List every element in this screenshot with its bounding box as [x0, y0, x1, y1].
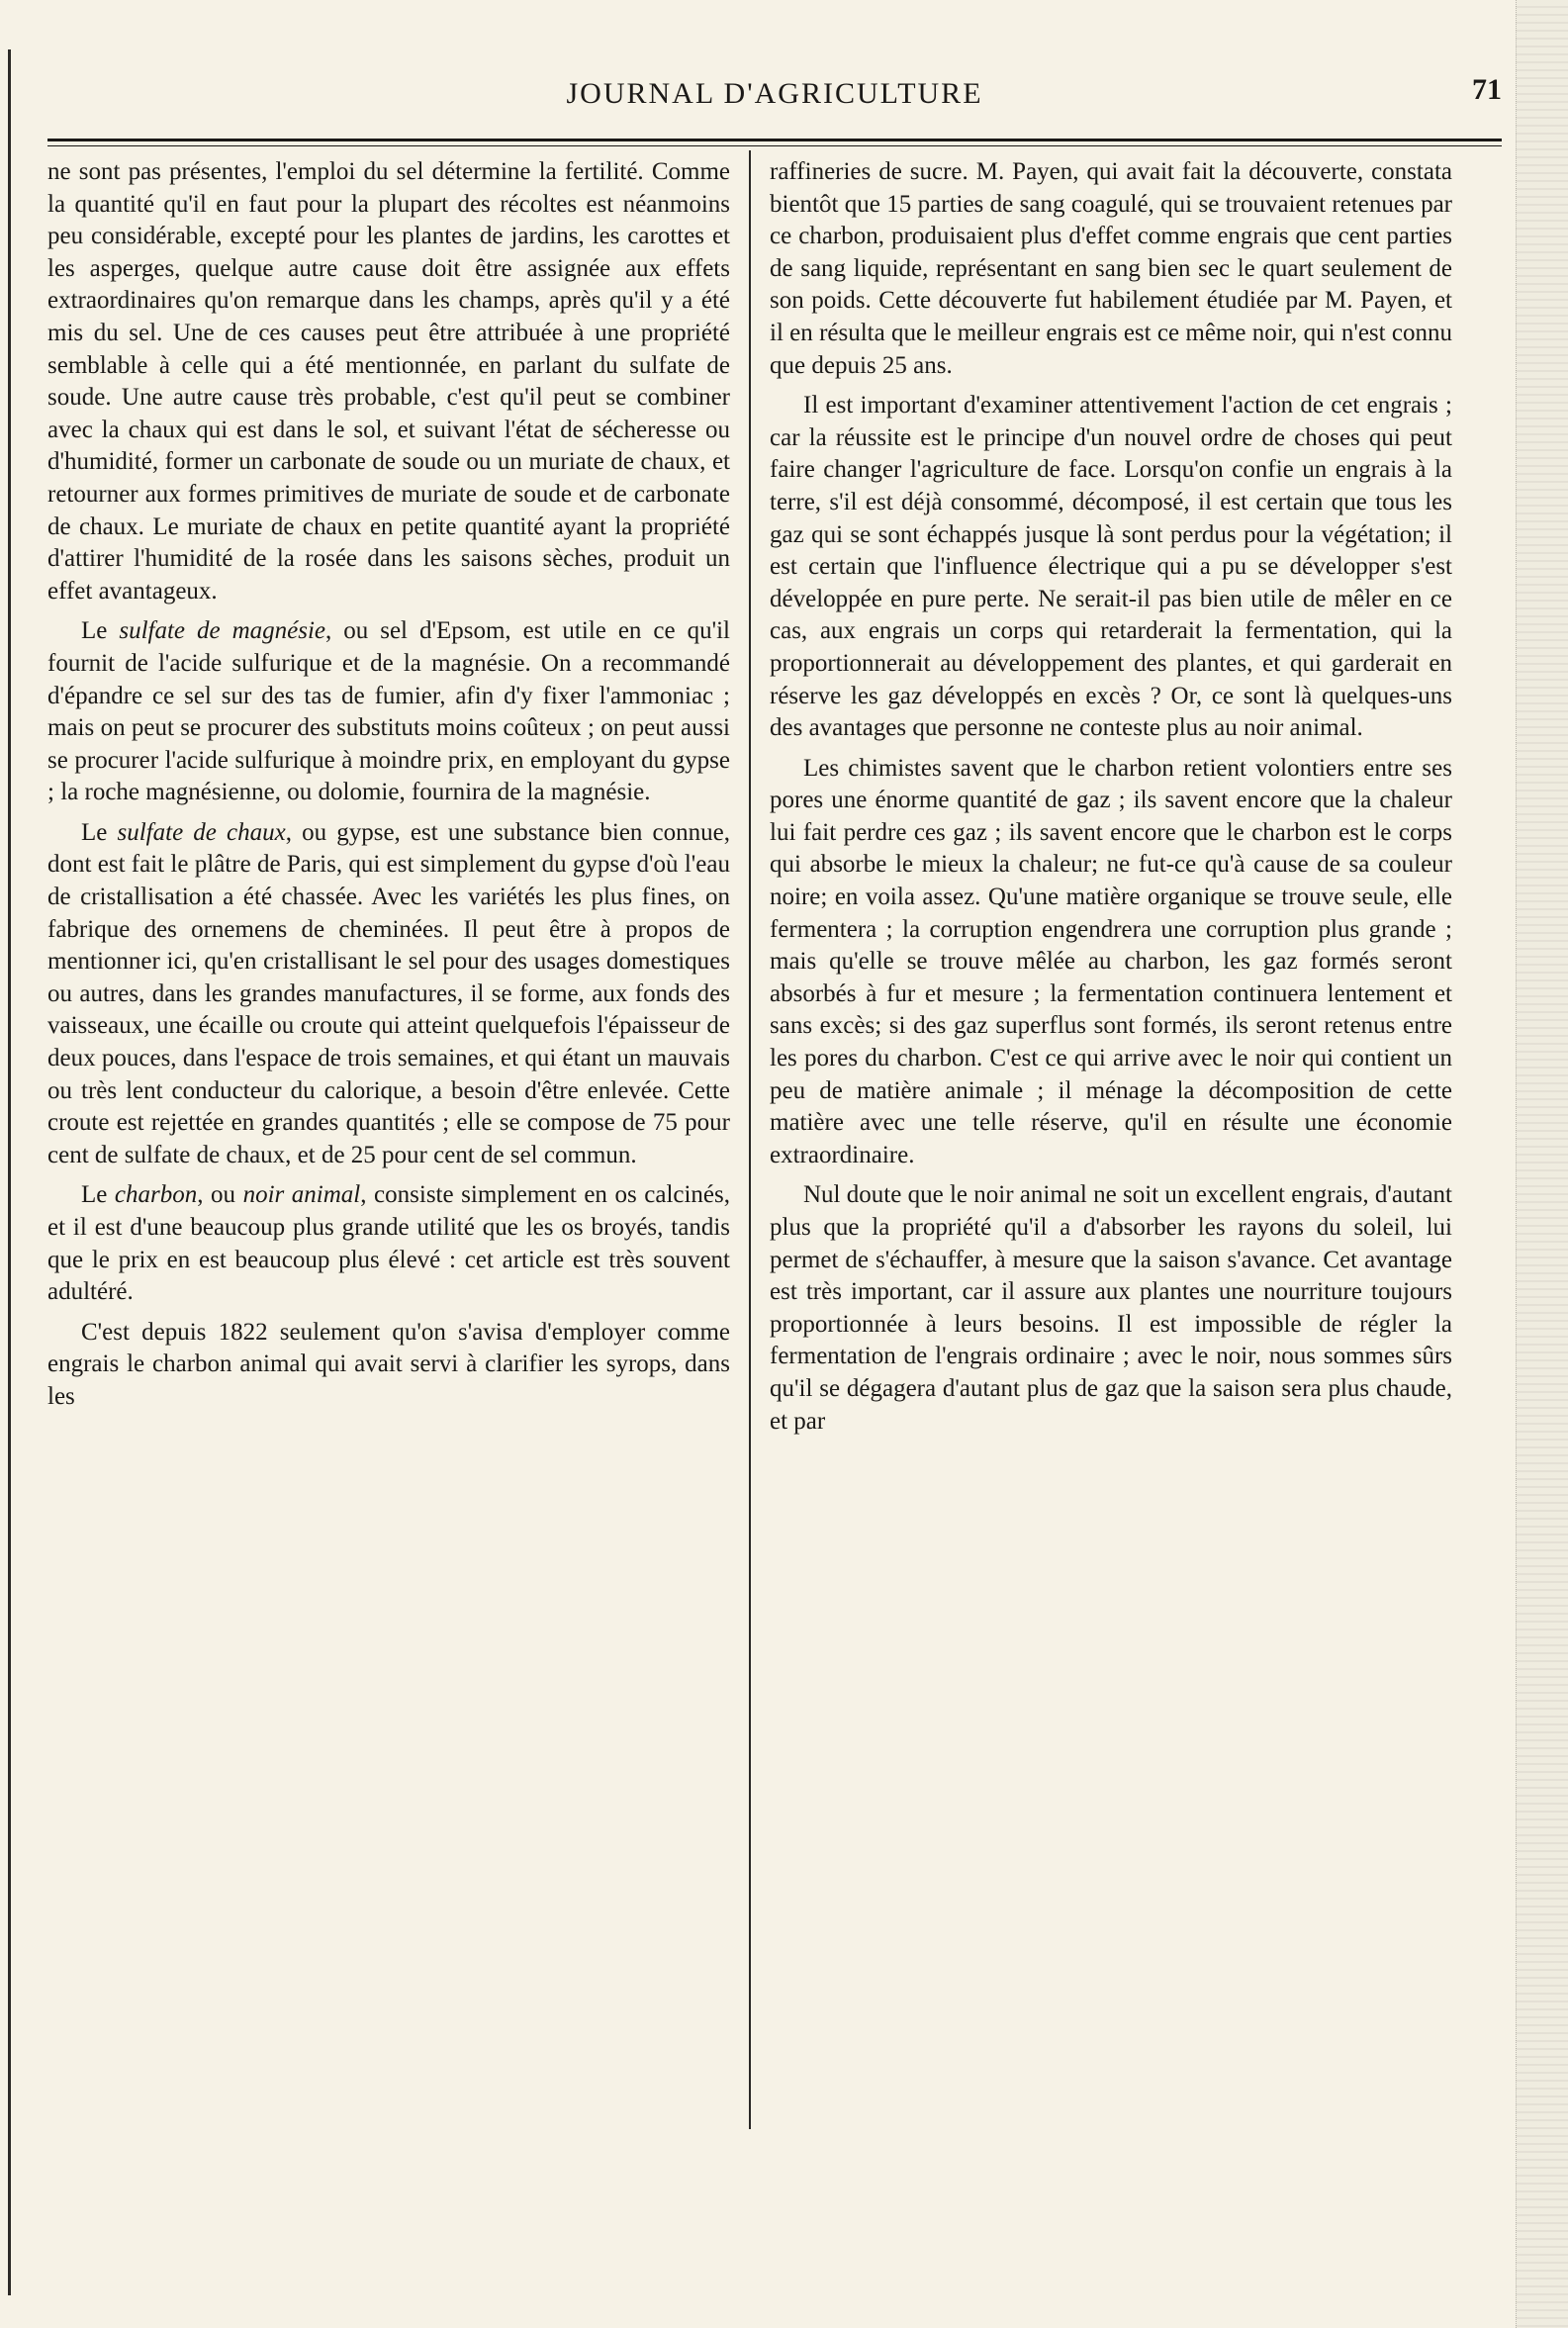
term-sulfate-chaux: sulfate de chaux	[117, 818, 286, 846]
term-charbon: charbon	[114, 1181, 198, 1209]
column-divider	[749, 150, 751, 2129]
header-rule-thin	[47, 145, 1502, 146]
binding-edge	[8, 49, 11, 2295]
journal-title: JOURNAL D'AGRICULTURE	[566, 77, 983, 110]
page-number: 71	[1472, 73, 1502, 106]
right-column	[770, 156, 1452, 2283]
paragraph-action-engrais: Il est important d'examiner attentivement l'action de cet engrais ; car la réussite est le principe d'un nouvel ordre de choses qui peut faire changer l'agriculture de face. Lorsqu'on confie un engrais à la terre, s'il est déjà consommé, décomposé, il est certain que tous les gaz qui se sont échappés jusque là sont perdus pour la végétation; il est certain que l'influence électrique qui a pu se développer s'est développée en pure perte. Ne serait-il pas bien utile de mêler en ce cas, aux engrais un corps qui retarderait la fermentation, qui la proportionnerait au développement des plantes, et qui garderait en réserve les gaz développés en excès ? Or, ce sont là quelques-uns des avantages que personne ne conteste plus au noir animal.	[770, 392, 1452, 742]
paragraph-body: , ou sel d'Epsom, est utile en ce qu'il fournit de l'acide sulfurique et de la magnésie. On a recommandé d'épandre ce sel sur des tas de fumier, afin d'y fixer l'ammoniac ; mais on peut se procurer des substituts moins coûteux ; on peut aussi se procurer l'acide sulfurique à moindre prix, en employant du gypse ; la roche magnésienne, ou dolomie, fournira de la magnésie.	[47, 617, 730, 806]
header-rule-thick	[47, 139, 1502, 141]
term-noir-animal: noir animal	[242, 1181, 361, 1209]
left-column	[47, 156, 730, 2283]
facing-page-bleed	[1516, 0, 1568, 2328]
paragraph-chimistes: Les chimistes savent que le charbon retient volontiers entre ses pores une énorme quantité de gaz ; ils savent encore que la chaleur lui fait perdre ces gaz ; ils savent encore que le charbon est le corps qui absorbe le mieux la chaleur; ne fut-ce qu'à cause de sa couleur noire; en voila assez. Qu'une matière organique se trouve seule, elle fermentera ; la corruption engendrera une corruption plus grande ; mais qu'elle se trouve mêlée au charbon, les gaz formés seront absorbés à fur et mesure ; la fermentation continuera lentement et sans excès; si des gaz superflus sont formés, ils seront retenus entre les pores du charbon. C'est ce qui arrive avec le noir qui contient un peu de matière animale ; il ménage la décomposition de cette matière avec une telle réserve, qu'il en résulte une économie extraordinaire.	[770, 754, 1452, 1168]
paragraph-lead: Le	[81, 1181, 115, 1209]
paragraph-lead: Le	[81, 617, 120, 645]
term-sulfate-magnesie: sulfate de magnésie	[119, 617, 326, 645]
paragraph-1822: C'est depuis 1822 seulement qu'on s'avisa d'employer comme engrais le charbon animal qui avait servi à clarifier les syrops, dans les	[47, 1318, 730, 1410]
page-header	[47, 69, 1502, 133]
paragraph-lead: Le	[81, 818, 118, 846]
paragraph-payen: raffineries de sucre. M. Payen, qui avait fait la découverte, constata bientôt que 15 parties de sang coagulé, qui se trouvaient retenues par ce charbon, produisaient plus d'effet comme engrais que cent parties de sang liquide, représentant en sang bien sec le quart seulement de son poids. Cette découverte fut habilement étudiée par M. Payen, et il en résulta que le meilleur engrais est ce même noir, qui n'est connu que depuis 25 ans.	[770, 158, 1452, 379]
paragraph-magnesia	[47, 615, 730, 809]
paragraph-body: , ou gypse, est une substance bien connue, dont est fait le plâtre de Paris, qui est simplement du gypse d'où l'eau de cristallisation a été chassée. Avec les variétés les plus fines, on fabrique des ornemens de cheminées. Il peut être à propos de mentionner ici, qu'en cristallisant le sel pour des usages domestiques ou autres, dans les grandes manufactures, il se forme, aux fonds des vaisseaux, une écaille ou croute qui atteint quelquefois l'épaisseur de deux pouces, dans l'espace de trois semaines, et qui étant un mauvais ou très lent conducteur du calorique, a besoin d'être enlevée. Cette croute est rejettée en grandes quantités ; elle se compose de 75 pour cent de sulfate de chaux, et de 25 pour cent de sel commun.	[47, 818, 730, 1168]
paragraph-salt: ne sont pas présentes, l'emploi du sel détermine la fertilité. Comme la quantité qu'il en faut pour la plupart des récoltes est néanmoins peu considérable, excepté pour les plantes de jardins, les carottes et les asperges, quelque autre cause doit être assignée aux effets extraordinaires qu'on remarque dans les champs, après qu'il y a été mis du sel. Une de ces causes peut être attribuée à une propriété semblable à celle qui a été mentionnée, en parlant du sulfate de soude. Une autre cause très probable, c'est qu'il peut se combiner avec la chaux qui est dans le sol, et suivant l'état de sécheresse ou d'humidité, former un carbonate de soude ou un muriate de chaux, et retourner aux formes primitives de muriate de soude et de carbonate de chaux. Le muriate de chaux en petite quantité ayant la propriété d'attirer l'humidité de la rosée dans les saisons sèches, produit un effet avantageux.	[47, 158, 730, 605]
paragraph-charcoal	[47, 1179, 730, 1308]
paragraph-body: , consiste simplement en os calcinés, et il est d'une beaucoup plus grande utilité que les os broyés, tandis que le prix en est beaucoup plus élevé : cet article est très souvent adultéré.	[47, 1181, 730, 1306]
paragraph-connector: , ou	[197, 1181, 243, 1209]
paragraph-gypsum	[47, 817, 730, 1172]
paragraph-nul-doute: Nul doute que le noir animal ne soit un excellent engrais, d'autant plus que la propriété qu'il a d'absorber les rayons du soleil, lui permet de s'échauffer, à mesure que la saison s'avance. Cet avantage est très important, car il assure aux plantes une nourriture toujours proportionnée à leurs besoins. Il est impossible de régler la fermentation de l'engrais ordinaire ; avec le noir, nous sommes sûrs qu'il se dégagera d'autant plus de gaz que la saison sera plus chaude, et par	[770, 1181, 1452, 1435]
